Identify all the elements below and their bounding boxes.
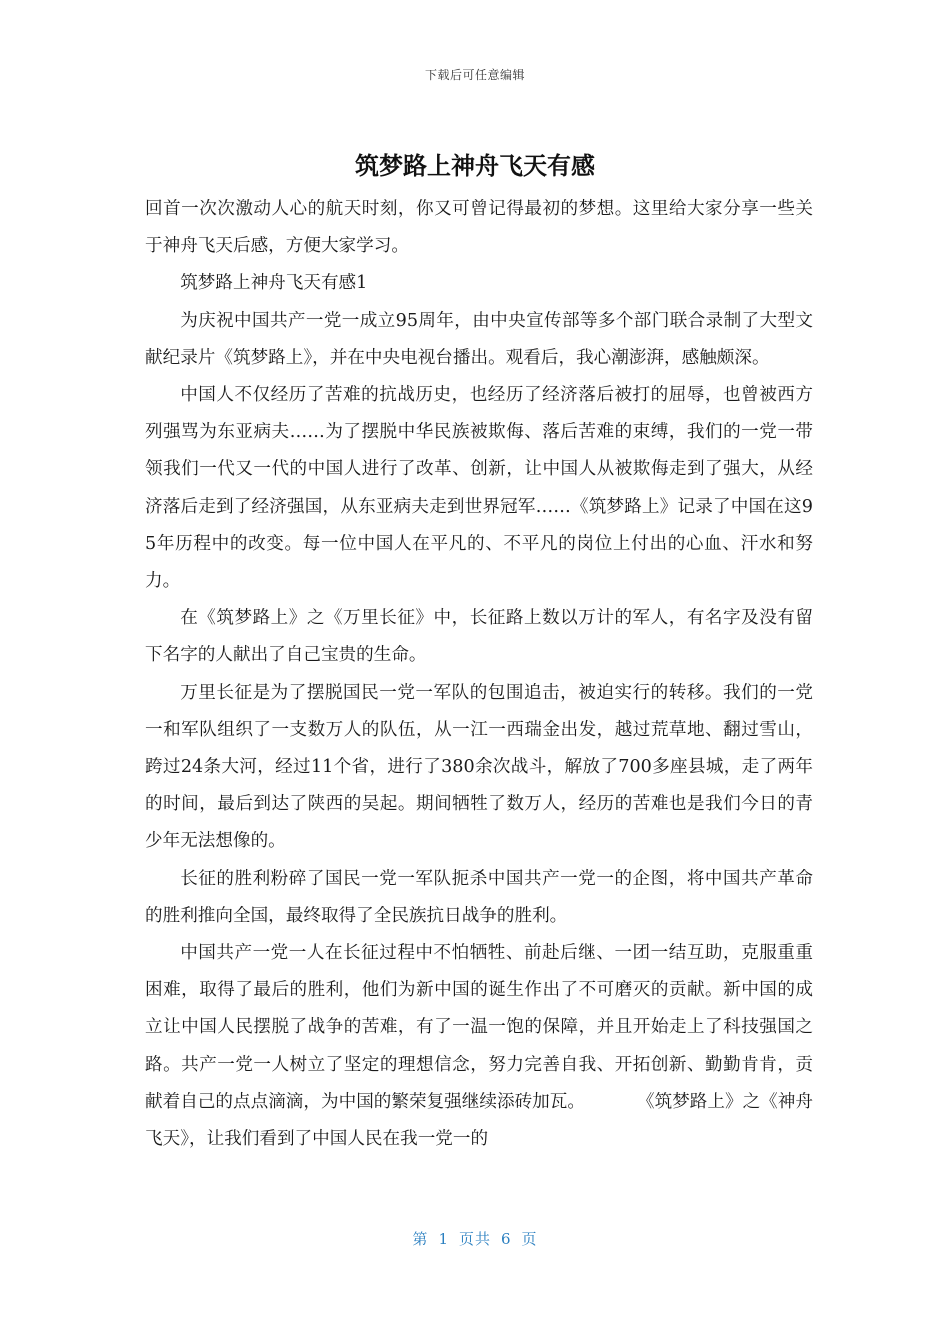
body-paragraph: 为庆祝中国共产一党一成立95周年，由中央宣传部等多个部门联合录制了大型文献纪录片《筑梦路上》，并在中央电视台播出。观看后，我心潮澎湃，感触颇深。 — [145, 310, 813, 368]
body-paragraph-last — [145, 935, 813, 1158]
footer-middle: 页共 — [458, 1230, 491, 1248]
footer-prefix: 第 — [412, 1230, 429, 1248]
total-pages-number: 6 — [501, 1230, 512, 1248]
body-paragraph: 万里长征是为了摆脱国民一党一军队的包围追击，被迫实行的转移。我们的一党一和军队组织了一支数万人的队伍，从一江一西瑞金出发，越过荒草地、翻过雪山，跨过24条大河，经过11个省，进行了380余次战斗，解放了700多座县城，走了两年的时间，最后到达了陕西的吴起。期间牺牲了数万人，经历的苦难也是我们今日的青少年无法想像的。 — [145, 682, 813, 852]
current-page-number: 1 — [438, 1230, 449, 1248]
section-heading: 筑梦路上神舟飞天有感1 — [180, 273, 368, 294]
body-paragraph: 中国人不仅经历了苦难的抗战历史，也经历了经济落后被打的屈辱，也曾被西方列强骂为东亚病夫……为了摆脱中华民族被欺侮、落后苦难的束缚，我们的一党一带领我们一代又一代的中国人进行了改革、创新，让中国人从被欺侮走到了强大，从经济落后走到了经济强国，从东亚病夫走到世界冠军……《筑梦路上》记录了中国在这95年历程中的改变。每一位中国人在平凡的、不平凡的岗位上付出的心血、汗水和努力。 — [145, 385, 813, 592]
footer-suffix: 页 — [521, 1230, 538, 1248]
header-note: 下载后可任意编辑 — [424, 68, 525, 82]
document-body — [145, 191, 813, 1158]
document-title: 筑梦路上神舟飞天有感 — [355, 152, 595, 180]
page-footer — [0, 1228, 950, 1249]
body-paragraph: 在《筑梦路上》之《万里长征》中，长征路上数以万计的军人，有名字及没有留下名字的人献出了自己宝贵的生命。 — [145, 608, 813, 666]
paragraph-text: 中国共产一党一人在长征过程中不怕牺牲、前赴后继、一团一结互助，克服重重困难，取得了最后的胜利，他们为新中国的诞生作出了不可磨灭的贡献。新中国的成立让中国人民摆脱了战争的苦难，有了一温一饱的保障，并且开始走上了科技强国之路。共产一党一人树立了坚定的理想信念，努力完善自我、开拓创新、勤勤肯肯，贡献着自己的点点滴滴，为中国的繁荣复强继续添砖加瓦。 — [145, 943, 813, 1112]
trailing-text: 《筑梦路上》之《神舟飞天》，让我们看到了中国人民在我一党一的 — [145, 1091, 813, 1150]
body-paragraph: 长征的胜利粉碎了国民一党一军队扼杀中国共产一党一的企图，将中国共产革命的胜利推向全国，最终取得了全民族抗日战争的胜利。 — [145, 868, 813, 926]
intro-paragraph: 回首一次次激动人心的航天时刻，你又可曾记得最初的梦想。这里给大家分享一些关于神舟飞天后感，方便大家学习。 — [145, 199, 813, 257]
